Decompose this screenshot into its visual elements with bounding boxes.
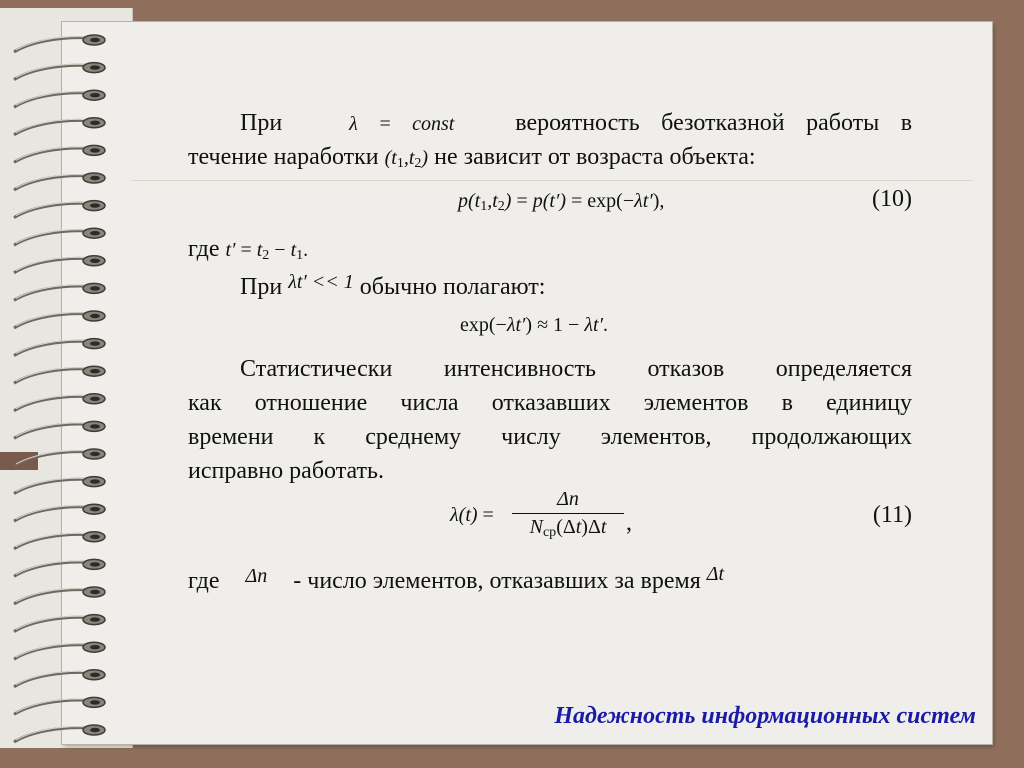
equation-11-trail: , <box>626 510 632 536</box>
spiral-coil <box>14 311 105 328</box>
equation-11-lhs: λ(t) = <box>450 504 494 526</box>
formula-t-prime: $t' = t_2 - t_1$. <box>225 239 309 263</box>
paragraph3-line-1: Статистически интенсивность отказов определяется <box>240 356 912 382</box>
equation-11-numerator: Δn <box>557 488 579 510</box>
spiral-coil <box>14 725 105 742</box>
paragraph1-line2 <box>188 140 912 175</box>
where2-rest: - число элементов, отказавших за время <box>293 568 701 594</box>
paragraph-statistical-rate <box>188 352 912 488</box>
spiral-coil <box>14 394 105 411</box>
equation-10-number: (10) <box>872 186 912 212</box>
paragraph1-word: При <box>240 110 283 136</box>
paragraph3-line-4: исправно работать. <box>188 458 384 484</box>
spiral-coil <box>14 421 105 438</box>
spiral-coil <box>14 173 105 190</box>
spiral-coil <box>14 35 105 52</box>
paragraph1-line2-b: не зависит от возраста объекта: <box>434 144 756 170</box>
spiral-coil <box>14 283 105 300</box>
spiral-coil <box>14 559 105 576</box>
spiral-coil <box>14 504 105 521</box>
where-line-2 <box>188 564 912 599</box>
paragraph1-rest: вероятность безотказной работы в <box>515 110 913 136</box>
paragraph1-line2-a: течение наработки <box>188 144 379 170</box>
paragraph2-rest: обычно полагают: <box>359 274 546 300</box>
formula-lambda-const: λ = const <box>349 113 455 135</box>
spiral-coil <box>14 201 105 218</box>
spiral-coil <box>14 228 105 245</box>
paragraph-constant-rate <box>188 106 912 141</box>
equation-10: $p(t_1,t_2) = p(t') = \exp(-\lambda t')$, <box>458 190 665 214</box>
spiral-coil <box>14 366 105 383</box>
equation-11-denominator: $N_{ср}(\Delta t)\Delta t$ <box>529 516 607 540</box>
spiral-coil <box>14 339 105 356</box>
spiral-coil <box>14 145 105 162</box>
equation-11-fraction <box>512 488 624 539</box>
approximation-formula: exp(−λt′) ≈ 1 − λt′. <box>460 314 608 336</box>
spiral-coil <box>14 477 105 494</box>
spiral-coil <box>14 670 105 687</box>
spiral-binding <box>0 0 120 768</box>
spiral-coil <box>14 615 105 632</box>
formula-lambda-t-small: λt′ << 1 <box>288 271 354 293</box>
spiral-coil <box>14 449 105 466</box>
spiral-coil <box>14 118 105 135</box>
paragraph-small-rate <box>188 270 912 305</box>
formula-interval: $(t_1,t_2)$ <box>384 147 429 171</box>
where-line-1 <box>188 232 912 267</box>
formula-delta-n: Δn <box>245 565 268 587</box>
spiral-coil <box>14 697 105 714</box>
spiral-coil <box>14 256 105 273</box>
paragraph3-line-2: как отношение числа отказавших элементов в единицу <box>188 390 912 416</box>
where1-word: где <box>188 236 220 262</box>
spiral-coil <box>14 90 105 107</box>
where2-word: где <box>188 568 220 594</box>
spiral-coil <box>14 587 105 604</box>
horizontal-rule <box>132 180 972 181</box>
paragraph2-word: При <box>240 274 283 300</box>
fraction-bar <box>512 513 624 514</box>
formula-delta-t: Δt <box>706 563 725 585</box>
footer-title: Надежность информационных систем <box>554 703 976 729</box>
paragraph3-line-3: времени к среднему числу элементов, продолжающих <box>188 424 912 450</box>
equation-11-number: (11) <box>872 502 912 528</box>
spiral-coil <box>14 642 105 659</box>
spiral-coil <box>14 532 105 549</box>
spiral-coil <box>14 63 105 80</box>
